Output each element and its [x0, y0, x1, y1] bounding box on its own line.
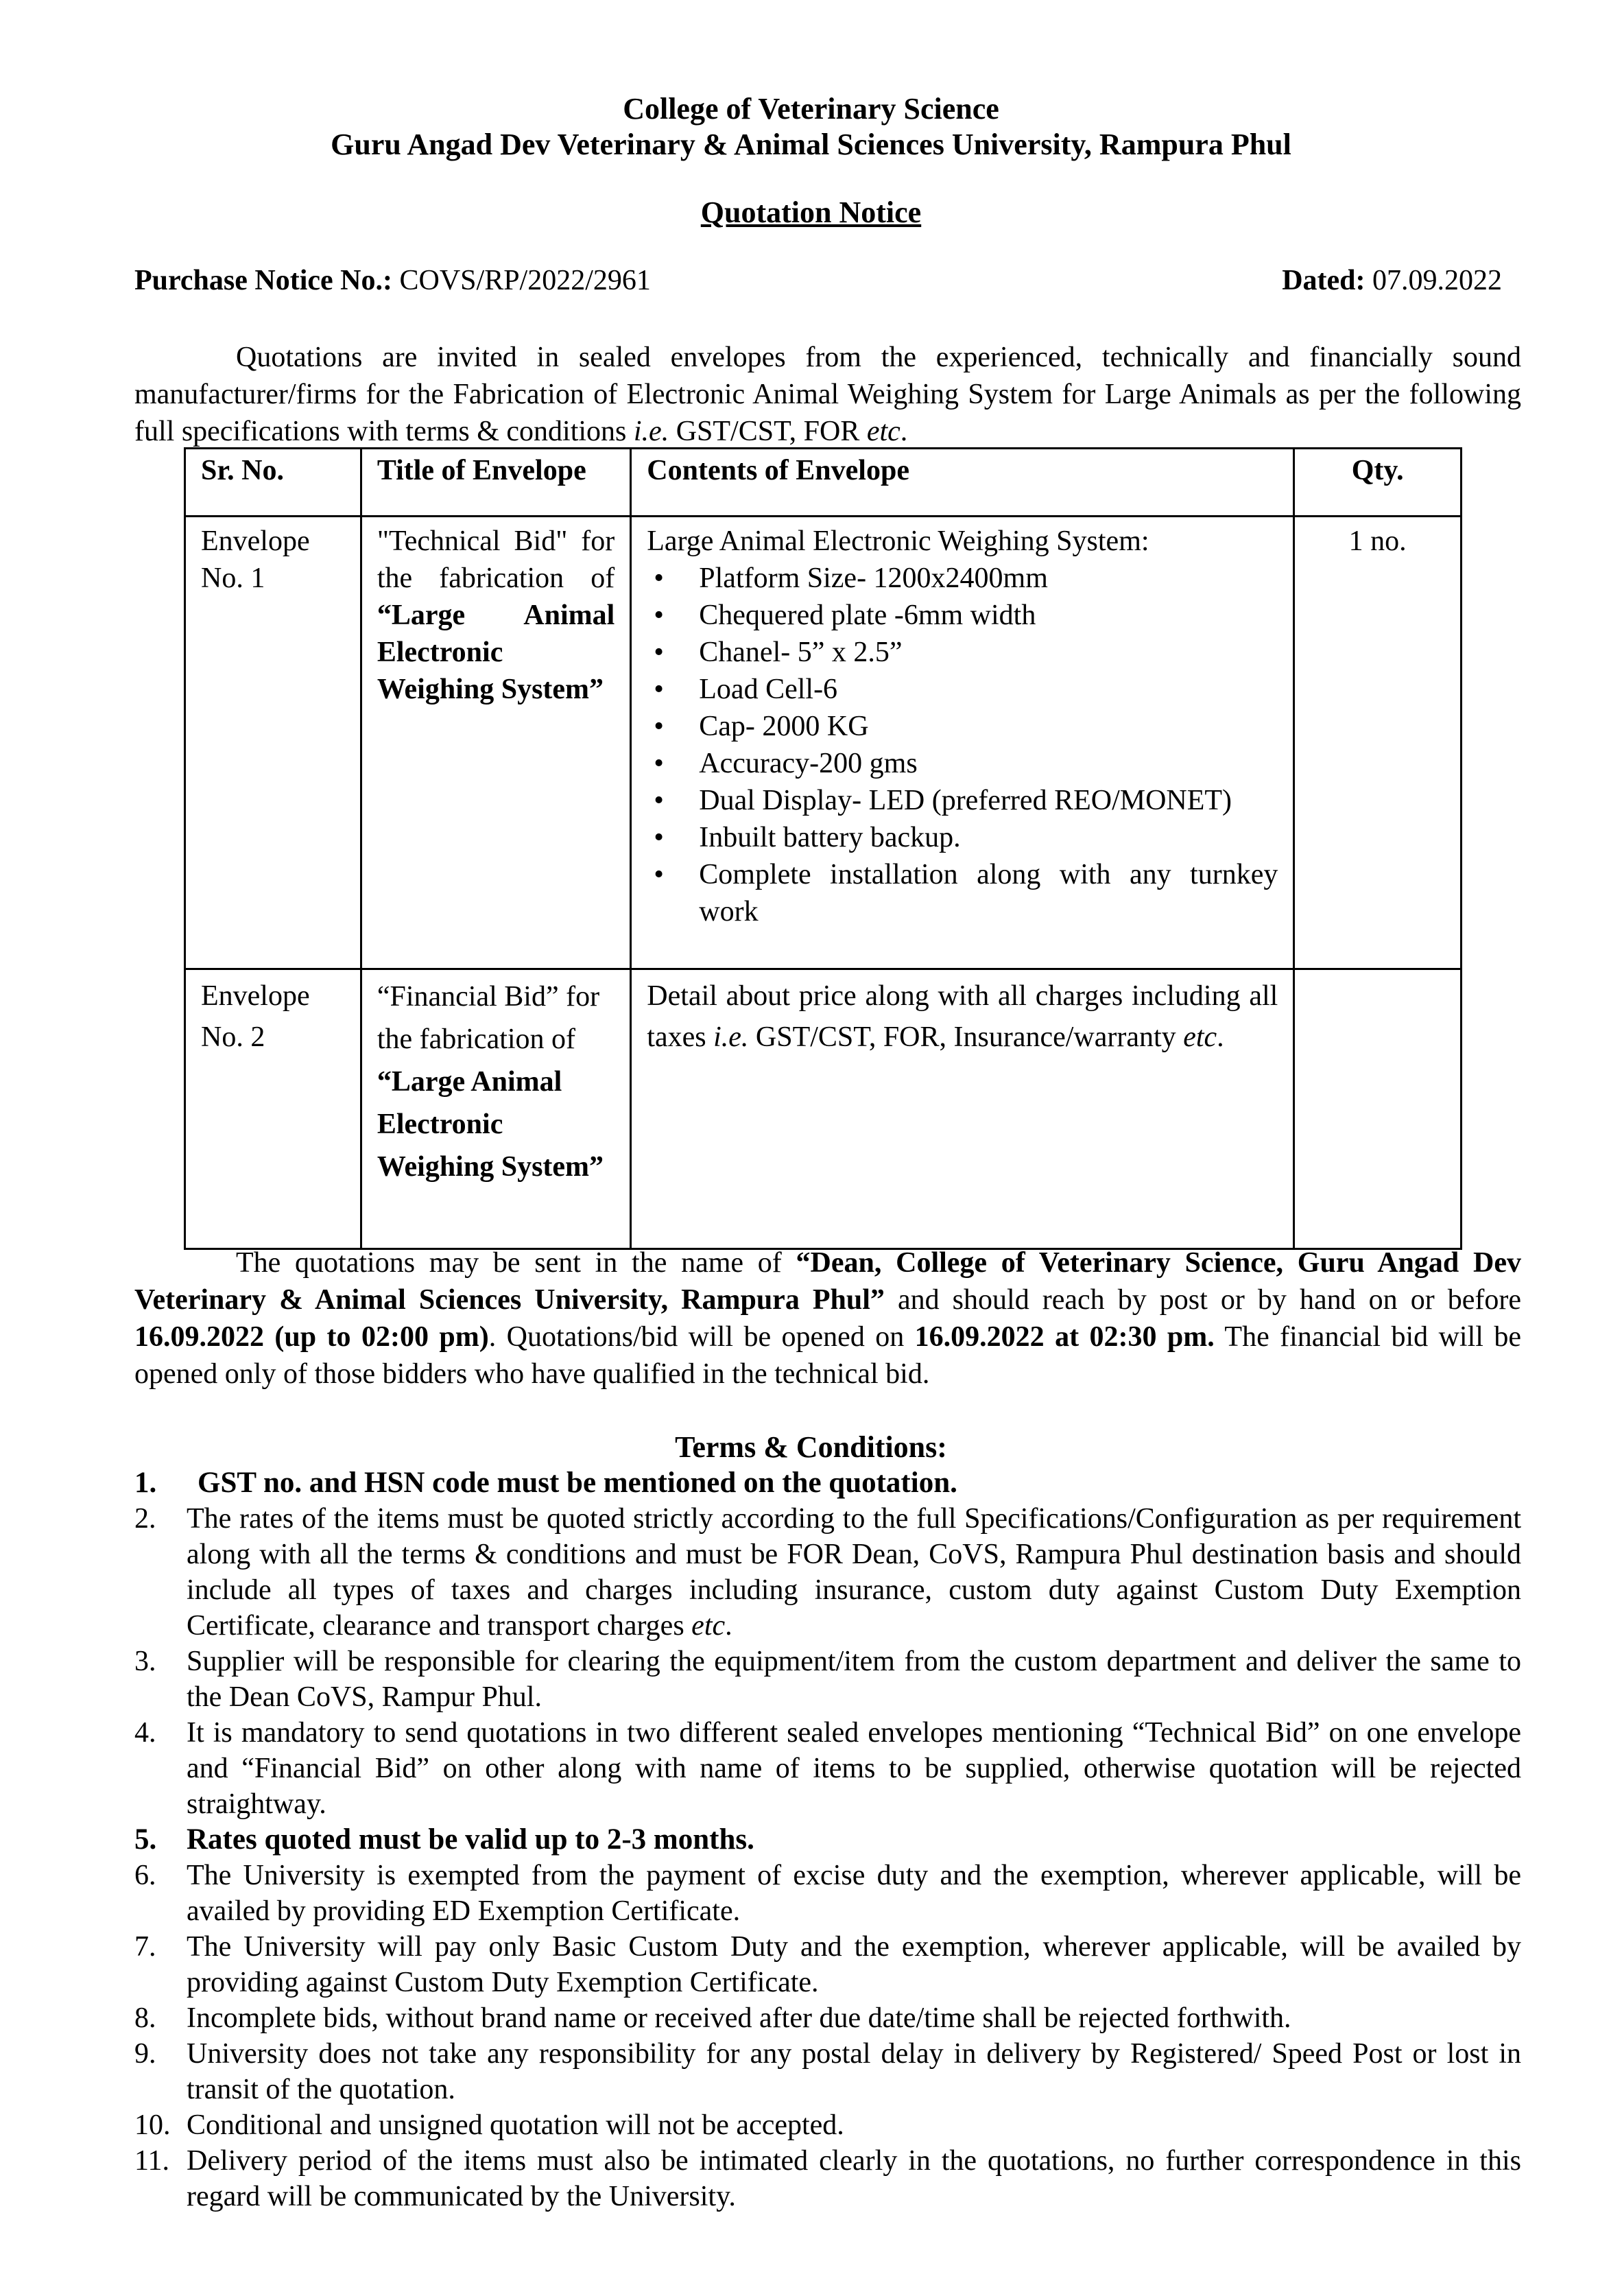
envelope-1-sr-text: Envelope No. 1	[201, 525, 310, 594]
intro-ie: i.e.	[633, 416, 669, 447]
term-text: Rates quoted must be valid up to 2-3 months.	[187, 1823, 754, 1856]
spec-list	[647, 560, 1278, 930]
list-item: • Complete installation along with any turnkey work	[699, 856, 1278, 930]
submission-paragraph	[134, 1244, 1521, 1393]
envelope-2-title-plain: “Financial Bid” for the fabrication of	[377, 981, 600, 1055]
envelope-2-contents-ie: i.e.	[713, 1021, 749, 1053]
term-number: 10.	[134, 2109, 171, 2141]
envelope-1-sr	[185, 517, 361, 969]
term-text: Incomplete bids, without brand name or received after due date/time shall be rejected forthwith.	[187, 2002, 1291, 2034]
list-item	[134, 2107, 1521, 2143]
submission-text-1: The quotations may be sent in the name of	[236, 1247, 796, 1279]
envelope-2-title	[361, 969, 630, 1249]
table-header-title: Title of Envelope	[361, 449, 630, 517]
list-item	[134, 1465, 1521, 1501]
list-item: • Chanel- 5” x 2.5”	[699, 634, 1278, 671]
table-header-sr: Sr. No.	[185, 449, 361, 517]
envelope-2-contents-etc: etc	[1183, 1021, 1217, 1053]
list-item	[134, 1822, 1521, 1858]
envelope-2-contents	[631, 969, 1294, 1249]
term-number: 5.	[134, 1823, 157, 1856]
submission-addressee: “Dean, College of Veterinary Science, Guru Angad Dev Veterinary & Animal Sciences University, Rampura Phul”	[134, 1247, 1521, 1316]
college-name: College of Veterinary Science	[623, 92, 999, 126]
page-title: Quotation Notice	[700, 196, 922, 229]
envelope-1-title	[361, 517, 630, 969]
list-item	[134, 1929, 1521, 2000]
terms-heading: Terms & Conditions:	[675, 1430, 947, 1464]
envelope-2-contents-c: .	[1217, 1021, 1224, 1053]
notice-number-value: COVS/RP/2022/2961	[399, 265, 651, 296]
table-header-contents: Contents of Envelope	[631, 449, 1294, 517]
term-text: The rates of the items must be quoted strictly according to the full Specifications/Configuration as per requirement along with all the terms & conditions and must be FOR Dean, CoVS, Rampura Phul destination basis and should include all types of taxes and charges including insurance, custom duty against Custom Duty Exemption Certificate, clearance and transport charges	[187, 1503, 1521, 1642]
term-etc: etc	[691, 1610, 726, 1642]
list-item	[134, 2143, 1521, 2214]
list-item	[134, 2000, 1521, 2036]
notice-date	[1282, 264, 1502, 297]
notice-number	[134, 264, 651, 297]
submission-text-2: and should reach by post or by hand on or before	[884, 1284, 1521, 1316]
term-number: 7.	[134, 1931, 156, 1963]
envelope-2-title-bold: “Large Animal Electronic Weighing System”	[377, 1066, 604, 1183]
list-item: • Cap- 2000 KG	[699, 708, 1278, 745]
submission-text-3: . Quotations/bid will be opened on	[488, 1321, 915, 1353]
term-text: GST no. and HSN code must be mentioned on the quotation.	[198, 1467, 957, 1499]
list-item: • Dual Display- LED (preferred REO/MONET)	[699, 782, 1278, 819]
university-name: Guru Angad Dev Veterinary & Animal Sciences University, Rampura Phul	[331, 128, 1291, 161]
envelope-2-qty	[1294, 969, 1462, 1249]
list-item	[134, 1501, 1521, 1644]
intro-paragraph	[134, 339, 1521, 450]
term-text: The University is exempted from the payment of excise duty and the exemption, wherever applicable, will be availed by providing ED Exemption Certificate.	[187, 1860, 1521, 1927]
table-row	[185, 969, 1462, 1249]
term-number: 9.	[134, 2038, 156, 2070]
envelope-table	[184, 447, 1462, 1250]
term-text: Conditional and unsigned quotation will not be accepted.	[187, 2109, 844, 2141]
term-end: .	[725, 1610, 732, 1642]
list-item	[134, 1715, 1521, 1822]
list-item: • Load Cell-6	[699, 671, 1278, 708]
intro-text-end: .	[900, 416, 908, 447]
list-item	[134, 1644, 1521, 1715]
term-number: 11.	[134, 2145, 169, 2177]
notice-row	[134, 264, 1502, 303]
term-text: University does not take any responsibility for any postal delay in delivery by Registered/ Speed Post or lost in transit of the quotation.	[187, 2038, 1521, 2105]
table-header-qty: Qty.	[1294, 449, 1462, 517]
envelope-1-title-plain: "Technical Bid" for the fabrication of	[377, 525, 615, 594]
term-number: 4.	[134, 1717, 156, 1749]
term-number: 8.	[134, 2002, 156, 2034]
envelope-2-sr-text: Envelope No. 2	[201, 980, 310, 1053]
list-item: • Accuracy-200 gms	[699, 745, 1278, 782]
term-number: 1.	[134, 1467, 157, 1499]
submission-opening: 16.09.2022 at 02:30 pm.	[914, 1321, 1215, 1353]
list-item: • Platform Size- 1200x2400mm	[699, 560, 1278, 597]
table-row	[185, 517, 1462, 969]
submission-text-4: The financial bid will be opened only of those bidders who have qualified in the technical bid.	[134, 1321, 1521, 1390]
intro-text-mid: GST/CST, FOR	[669, 416, 867, 447]
notice-number-label: Purchase Notice No.:	[134, 265, 392, 296]
term-number: 6.	[134, 1860, 156, 1891]
envelope-1-qty: 1 no.	[1294, 517, 1462, 969]
envelope-1-title-bold: “Large Animal Electronic Weighing System”	[377, 600, 615, 705]
intro-etc: etc	[866, 416, 901, 447]
list-item: • Inbuilt battery backup.	[699, 819, 1278, 856]
envelope-1-contents	[631, 517, 1294, 969]
notice-date-value: 07.09.2022	[1372, 265, 1502, 296]
term-number: 2.	[134, 1503, 156, 1535]
submission-deadline: 16.09.2022 (up to 02:00 pm)	[134, 1321, 489, 1353]
term-text: The University will pay only Basic Custom Duty and the exemption, wherever applicable, will be availed by providing against Custom Duty Exemption Certificate.	[187, 1931, 1521, 1998]
envelope-1-contents-heading: Large Animal Electronic Weighing System:	[647, 525, 1149, 557]
term-text: It is mandatory to send quotations in two different sealed envelopes mentioning “Technical Bid” on one envelope and “Financial Bid” on other along with name of items to be supplied, otherwise quotation will be rejected straightway.	[187, 1717, 1521, 1820]
terms-list	[134, 1465, 1521, 2214]
envelope-2-sr	[185, 969, 361, 1249]
list-item	[134, 2036, 1521, 2107]
notice-date-label: Dated:	[1282, 265, 1365, 296]
table-header-row	[185, 449, 1462, 517]
intro-text: Quotations are invited in sealed envelopes from the experienced, technically and financially sound manufacturer/firms for the Fabrication of Electronic Animal Weighing System for Large Animals as per the following full specifications with terms & conditions	[134, 342, 1521, 447]
list-item	[134, 1858, 1521, 1929]
list-item: • Chequered plate -6mm width	[699, 597, 1278, 634]
term-text: Delivery period of the items must also be intimated clearly in the quotations, no further correspondence in this regard will be communicated by the University.	[187, 2145, 1521, 2212]
term-number: 3.	[134, 1646, 156, 1677]
term-text: Supplier will be responsible for clearing the equipment/item from the custom department and deliver the same to the Dean CoVS, Rampur Phul.	[187, 1646, 1521, 1713]
envelope-2-contents-a: Detail about price along with all charges including all taxes	[647, 980, 1278, 1053]
envelope-2-contents-b: GST/CST, FOR, Insurance/warranty	[748, 1021, 1184, 1053]
